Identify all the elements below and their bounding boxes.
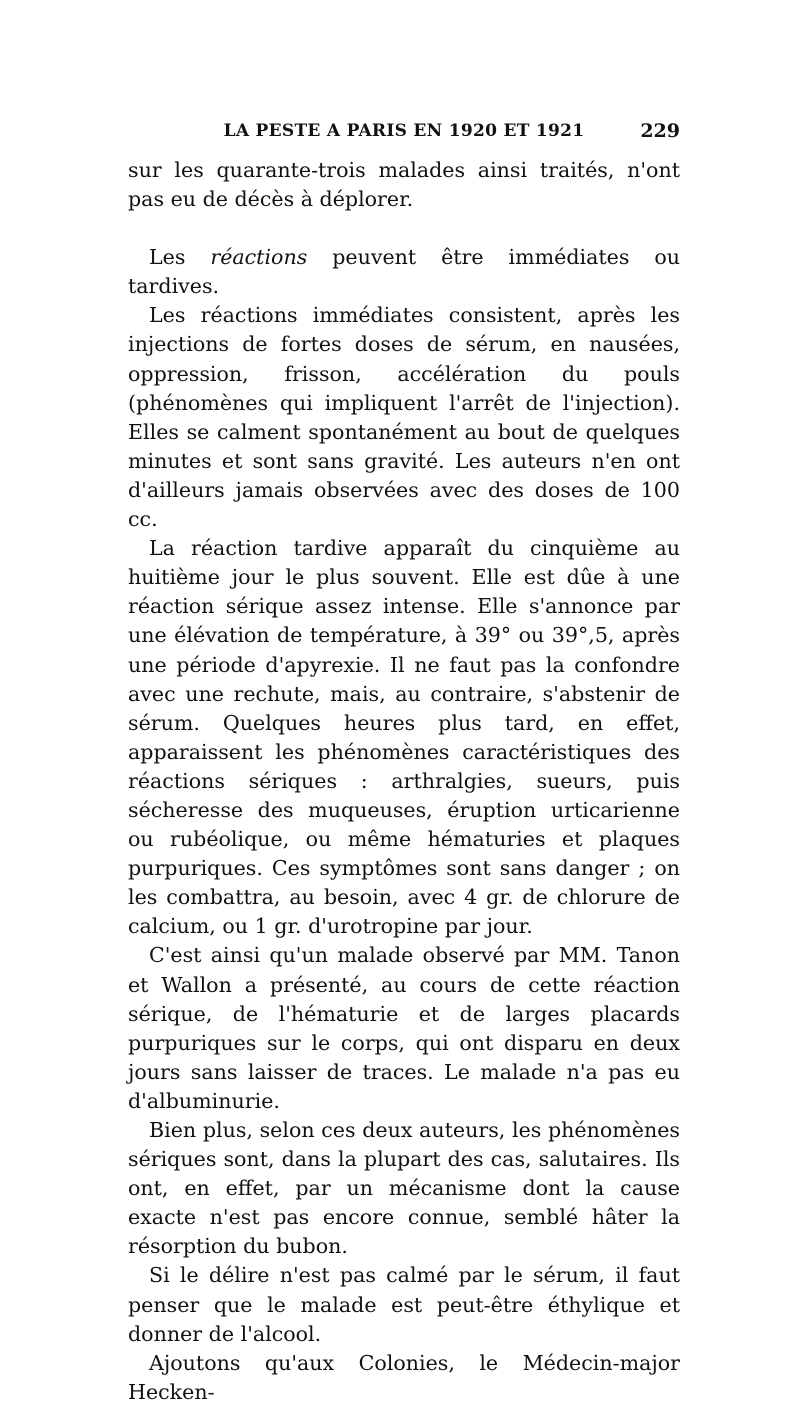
paragraph-text-before: Les	[149, 245, 211, 270]
page-number: 229	[640, 120, 680, 142]
body-text	[128, 156, 680, 1407]
running-title: LA PESTE A PARIS EN 1920 ET 1921	[223, 121, 585, 141]
running-head	[128, 116, 680, 146]
paragraph-delirium: Si le délire n'est pas calmé par le sérum, il faut penser que le malade est peut-être éthylique et donner de l'alcool.	[128, 1263, 680, 1346]
paragraph-late-reaction: La réaction tardive apparaît du cinquième au huitième jour le plus souvent. Elle est dûe à une réaction sérique assez intense. Elle s'annonce par une élévation de température, à 39° ou 39°,5, après une période d'apyrexie. Il ne faut pas la confondre avec une rechute, mais, au contraire, s'abstenir de sérum. Quelques heures plus tard, en effet, apparaissent les phénomènes caractéristiques des réactions sériques : arthralgies, sueurs, puis sécheresse des muqueuses, éruption urticarienne ou rubéolique, ou même hématuries et plaques purpuriques. Ces symptômes sont sans danger ; on les combattra, au besoin, avec 4 gr. de chlorure de calcium, ou 1 gr. d'urotropine par jour.	[128, 536, 680, 939]
italic-term: réactions	[210, 245, 308, 270]
paragraph-serum-benefits: Bien plus, selon ces deux auteurs, les phénomènes sériques sont, dans la plupart des cas, salutaires. Ils ont, en effet, par un mécanisme dont la cause exacte n'est pas encore connue, semblé hâter la résorption du bubon.	[128, 1118, 680, 1259]
paragraph-continuation: sur les quarante-trois malades ainsi traités, n'ont pas eu de décès à déplorer.	[128, 158, 680, 212]
paragraph-reactions-intro	[128, 243, 680, 301]
paragraph-text-after: peuvent être immédiates ou tardives.	[128, 245, 680, 299]
paragraph-immediate-reactions: Les réactions immédiates consistent, après les injections de fortes doses de sérum, en nausées, oppression, frisson, accélération du pouls (phénomènes qui impliquent l'arrêt de l'injection). Elles se calment spontanément au bout de quelques minutes et sont sans gravité. Les auteurs n'en ont d'ailleurs jamais observées avec des doses de 100 cc.	[128, 303, 680, 532]
paragraph-case-tanon-wallon: C'est ainsi qu'un malade observé par MM. Tanon et Wallon a présenté, au cours de cette réaction sérique, de l'hématurie et de larges placards purpuriques sur le corps, qui ont disparu en deux jours sans laisser de traces. Le malade n'a pas eu d'albuminurie.	[128, 943, 680, 1113]
paragraph-colonies: Ajoutons qu'aux Colonies, le Médecin-major Hecken-	[128, 1350, 680, 1404]
